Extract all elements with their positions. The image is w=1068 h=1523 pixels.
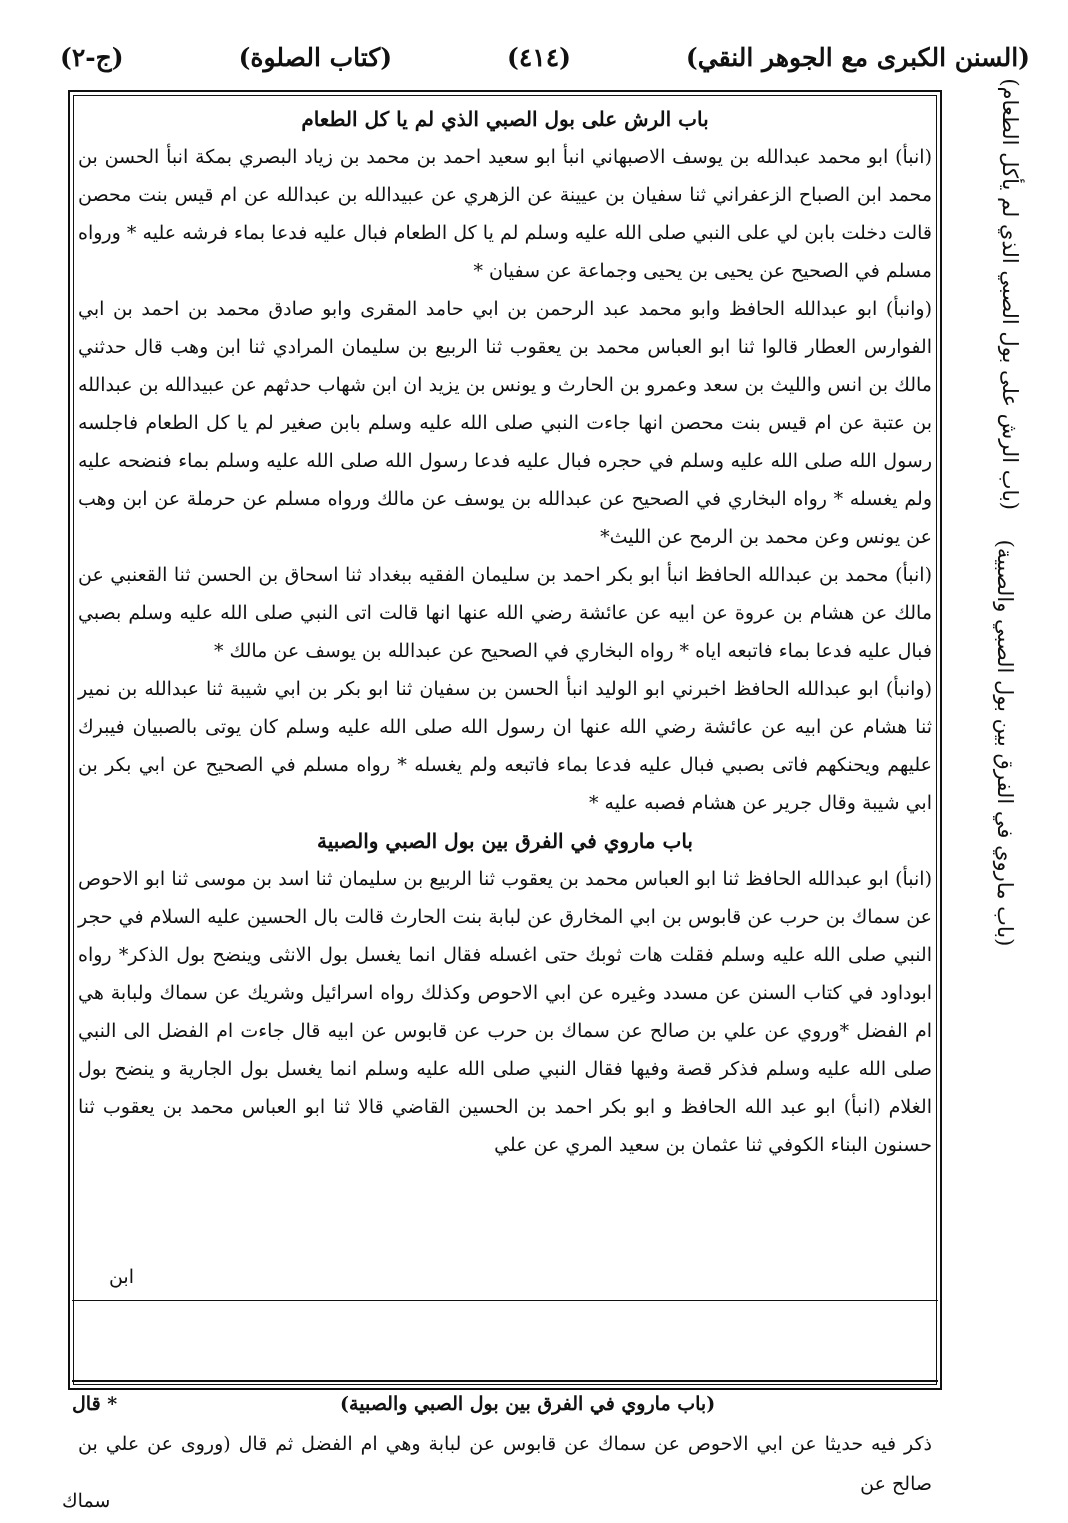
main-text — [72, 100, 938, 1252]
page-header — [60, 22, 1030, 92]
commentary-text: ذكر فيه حديثا عن ابي الاحوص عن سماك عن قابوس عن لبابة وهي ام الفضل ثم قال (وروى عن علي بن صالح عن — [78, 1433, 932, 1495]
commentary-section — [72, 1384, 938, 1504]
page-number: (٤١٤) — [507, 42, 571, 72]
overflow-word: سماك — [62, 1490, 111, 1512]
catchword: ابن — [108, 1266, 134, 1288]
hadith-paragraph-3: (انبأ) محمد بن عبدالله الحافظ انبأ ابو بكر احمد بن سليمان الفقيه ببغداد ثنا اسحاق بن الحسن ثنا القعنبي عن مالك عن هشام بن عروة عن ابيه عن عائشة رضي الله عنها انها قالت اتى النبي صلى الله عليه وسلم بصبي فبال عليه فدعا بماء فاتبعه اياه * رواه البخاري في الصحيح عن عبدالله بن يوسف عن مالك * — [78, 564, 932, 662]
chapter-heading-1: باب الرش على بول الصبي الذي لم يا كل الطعام — [301, 107, 709, 131]
volume-label: (ج-٢) — [60, 42, 124, 72]
section-title: (كتاب الصلوة) — [238, 42, 393, 72]
commentary-rule — [72, 1380, 938, 1382]
commentary-heading-text: (باب ماروي في الفرق بين بول الصبي والصبية) — [340, 1393, 716, 1415]
hadith-paragraph-2: (وانبأ) ابو عبدالله الحافظ وابو محمد عبد الرحمن بن ابي حامد المقرى وابو صادق محمد بن احمد بن ابي الفوارس العطار قالوا ثنا ابو العباس محمد بن يعقوب ثنا الربيع بن سليمان المرادي ثنا ابن وهب قال حدثني مالك بن انس والليث بن سعد وعمرو بن الحارث و يونس بن يزيد ان ابن شهاب حدثهم عن عبيدالله بن عبدالله بن عتبة عن ام قيس بنت محصن انها جاءت النبي صلى الله عليه وسلم بابن صغير لم يا كل الطعام فاجلسه رسول الله صلى الله عليه وسلم في حجره فبال عليه فدعا رسول الله صلى الله عليه وسلم بماء فنضحه عليه ولم يغسله * رواه البخاري في الصحيح عن عبدالله بن يوسف عن مالك ورواه مسلم عن حرملة عن ابن وهب عن يونس وعن محمد بن الرمح عن الليث* — [78, 298, 932, 548]
commentary-label: * قال — [72, 1393, 118, 1415]
book-title: (السنن الكبرى مع الجوهر النقي) — [685, 42, 1030, 72]
chapter-heading-2: باب ماروي في الفرق بين بول الصبي والصبية — [317, 829, 693, 853]
hadith-paragraph-1: (انبأ) ابو محمد عبدالله بن يوسف الاصبهاني انبأ ابو سعيد احمد بن محمد بن زياد البصري بمكة انبأ الحسن بن محمد ابن الصباح الزعفراني ثنا سفيان بن عيينة عن الزهري عن عبيدالله بن عبدالله عن ام قيس بنت محصن قالت دخلت بابن لي على النبي صلى الله عليه وسلم لم يا كل الطعام فبال عليه فدعا بماء فرشه عليه * ورواه مسلم في الصحيح عن يحيى بن يحيى وجماعة عن سفيان * — [78, 146, 932, 282]
margin-title-2: (باب ماروي في الفرق بين بول الصبي والصبية) — [993, 539, 1017, 947]
commentary-heading — [72, 1384, 938, 1424]
hadith-paragraph-5: (انبأ) ابو عبدالله الحافظ ثنا ابو العباس محمد بن يعقوب ثنا الربيع بن سليمان ثنا اسد بن موسى ثنا ابو الاحوص عن سماك بن حرب عن قابوس بن ابي المخارق عن لبابة بنت الحارث قالت بال الحسين عليه السلام في حجر النبي صلى الله عليه وسلم فقلت هات ثوبك حتى اغسله فقال انما يغسل بول الانثى وينضح بول الذكر* رواه ابوداود في كتاب السنن عن مسدد وغيره عن ابي الاحوص وكذلك رواه اسرائيل وشريك عن سماك ولبابة هي ام الفضل *وروي عن علي بن صالح عن سماك بن حرب عن قابوس عن ابيه قال جاءت ام الفضل الى النبي صلى الله عليه وسلم فذكر قصة وفيها فقال النبي صلى الله عليه وسلم انما يغسل بول الجارية و ينضح بول الغلام (انبأ) ابو عبد الله الحافظ و ابو بكر احمد بن الحسين القاضي قالا ثنا ابو العباس محمد بن يعقوب ثنا حسنون البناء الكوفي ثنا عثمان بن سعيد المري عن علي — [78, 868, 932, 1156]
margin-title-1: (باب الرش على بول الصبي الذي لم يأكل الطعام) — [998, 78, 1022, 510]
hadith-paragraph-4: (وانبأ) ابو عبدالله الحافظ اخبرني ابو الوليد انبأ الحسن بن سفيان ثنا ابو بكر بن ابي شيبة ثنا عبدالله بن نمير ثنا هشام عن ابيه عن عائشة رضي الله عنها ان رسول الله صلى الله عليه وسلم كان يوتى بالصبيان فيبرك عليهم ويحنكهم فاتى بصبي فبال عليه فدعا بماء فاتبعه ولم يغسله * رواه مسلم في الصحيح عن ابي بكر بن ابي شيبة وقال جرير عن هشام فصبه عليه * — [78, 678, 932, 814]
footnote-separator — [72, 1300, 938, 1301]
